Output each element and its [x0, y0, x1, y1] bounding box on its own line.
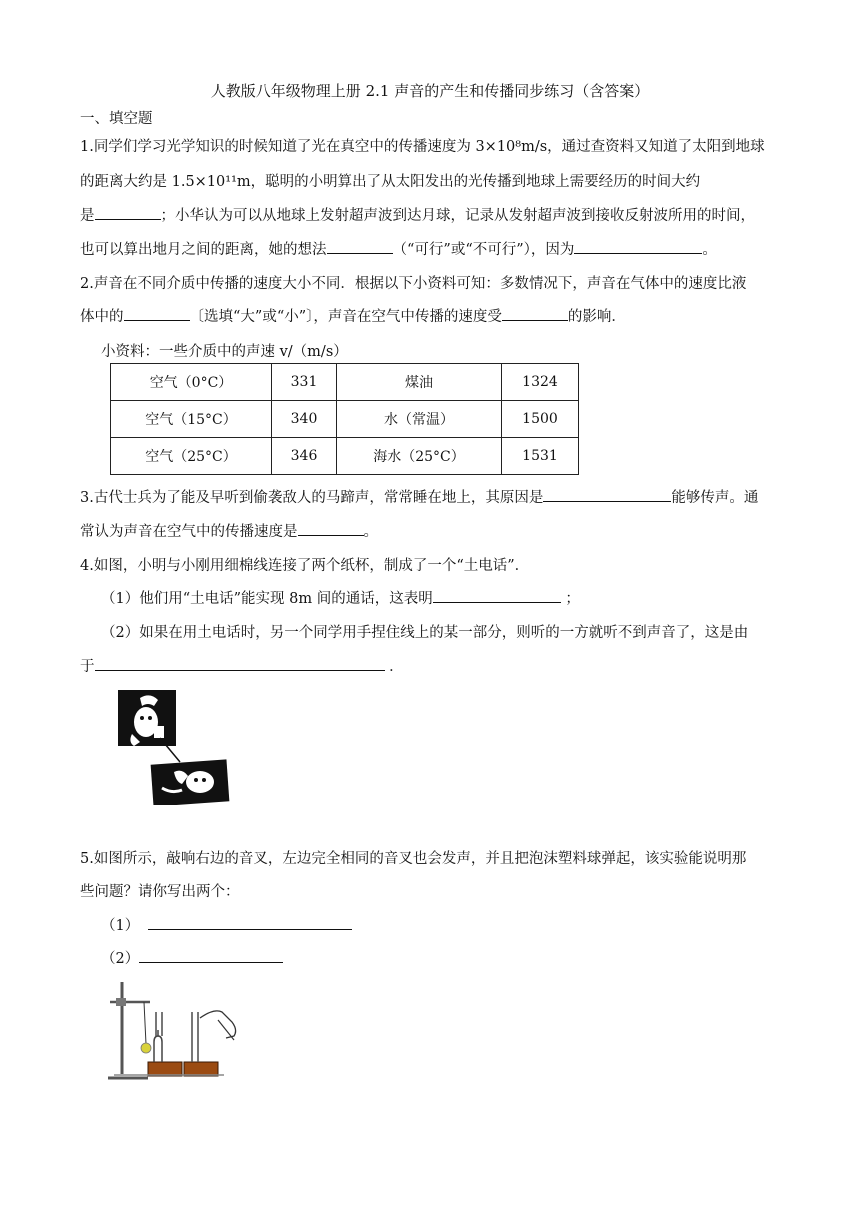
- table-cell: 空气（25°C）: [111, 438, 272, 475]
- table-cell: 煤油: [337, 364, 502, 401]
- q4-sub2-start: 于: [80, 659, 95, 675]
- document-title: 人教版八年级物理上册 2.1 声音的产生和传播同步练习（含答案）: [210, 82, 650, 100]
- q2-line2-start: 体中的: [80, 309, 124, 325]
- q5-line1: 5.如图所示，敲响右边的音叉，左边完全相同的音叉也会发声，并且把泡沫塑料球弹起，该实验能说明那: [80, 851, 747, 867]
- q4-sub1-text: （1）他们用“土电话”能实现 8m 间的通话，这表明: [101, 591, 433, 607]
- q5-sub2: [101, 947, 283, 968]
- table-row: [111, 438, 579, 475]
- q3-answer-blank-speed[interactable]: [298, 521, 364, 536]
- table-cell: 331: [272, 364, 337, 401]
- sound-speed-table: [110, 363, 579, 475]
- q3-line1-end: 能够传声。通: [671, 490, 759, 506]
- table-cell: 346: [272, 438, 337, 475]
- q5-answer-blank-1[interactable]: [148, 915, 352, 930]
- q2-line2-mid: 〔选填“大”或“小”〕，声音在空气中传播的速度受: [189, 309, 502, 325]
- q3-line1-start: 3.古代士兵为了能及早听到偷袭敌人的马蹄声，常常睡在地上，其原因是: [80, 490, 544, 506]
- table-row: [111, 364, 579, 401]
- table-row: [111, 401, 579, 438]
- table-cell: 1500: [502, 401, 579, 438]
- q4-sub1: [101, 587, 580, 608]
- table-cell: 海水（25°C）: [337, 438, 502, 475]
- q1-answer-blank-reason[interactable]: [574, 239, 702, 254]
- q4-sub2-end: ．: [389, 659, 404, 675]
- q3-line2-end: 。: [363, 524, 378, 540]
- q5-sub1-label: （1）: [101, 918, 140, 934]
- q4-sub2-line2: [80, 655, 404, 676]
- q1-line3-start: 是: [80, 208, 95, 224]
- q1-answer-blank-time[interactable]: [95, 205, 161, 220]
- q4-line1: 4.如图，小明与小刚用细棉线连接了两个纸杯，制成了一个“土电话”．: [80, 558, 530, 574]
- q1-line4: [80, 238, 717, 259]
- q2-line1: 2.声音在不同介质中传播的速度大小不同．根据以下小资料可知：多数情况下，声音在气体中的速度比液: [80, 276, 747, 292]
- table-cell: 空气（0°C）: [111, 364, 272, 401]
- table-cell: 水（常温）: [337, 401, 502, 438]
- q5-sub1: [101, 914, 352, 935]
- q1-line4-mid: （“可行”或“不可行”），因为: [392, 242, 575, 258]
- q2-line2-end: 的影响．: [567, 309, 626, 325]
- q1-line2: 的距离大约是 1.5×10¹¹m，聪明的小明算出了从太阳发出的光传播到地球上需要经历的时间大约: [80, 174, 701, 190]
- q2-answer-blank-compare[interactable]: [124, 306, 190, 321]
- q4-answer-blank-1[interactable]: [433, 588, 561, 603]
- q5-line2: 些问题？请你写出两个：: [80, 884, 240, 900]
- q2-table-caption: 小资料：一些介质中的声速 v/（m/s）: [101, 344, 348, 360]
- q1-answer-blank-feasible[interactable]: [327, 239, 393, 254]
- table-cell: 340: [272, 401, 337, 438]
- q2-answer-blank-factor[interactable]: [502, 306, 568, 321]
- section-heading: 一、填空题: [80, 111, 153, 127]
- q5-sub2-label: （2）: [101, 951, 140, 967]
- q1-line4-start: 也可以算出地月之间的距离，她的想法: [80, 242, 327, 258]
- q1-line1: 1.同学们学习光学知识的时候知道了光在真空中的传播速度为 3×10⁸m/s，通过查资料又知道了太阳到地球: [80, 139, 765, 155]
- q4-answer-blank-2[interactable]: [95, 656, 385, 671]
- table-cell: 空气（15°C）: [111, 401, 272, 438]
- q1-line3-end: ；小华认为可以从地球上发射超声波到达月球，记录从发射超声波到接收反射波所用的时间，: [160, 208, 755, 224]
- q1-line4-end: 。: [702, 242, 717, 258]
- tuning-fork-figure: [104, 978, 246, 1081]
- q3-line2: [80, 520, 378, 541]
- q4-sub1-end: ；: [565, 591, 580, 607]
- q3-line1: [80, 486, 758, 507]
- string-telephone-figure: [118, 688, 230, 805]
- table-cell: 1531: [502, 438, 579, 475]
- q3-answer-blank-medium[interactable]: [543, 487, 671, 502]
- q3-line2-start: 常认为声音在空气中的传播速度是: [80, 524, 298, 540]
- q4-sub2: （2）如果在用土电话时，另一个同学用手捏住线上的某一部分，则听的一方就听不到声音了，这是由: [101, 625, 749, 641]
- q1-line3: [80, 204, 755, 225]
- q5-answer-blank-2[interactable]: [139, 948, 283, 963]
- q2-line2: [80, 305, 626, 326]
- table-cell: 1324: [502, 364, 579, 401]
